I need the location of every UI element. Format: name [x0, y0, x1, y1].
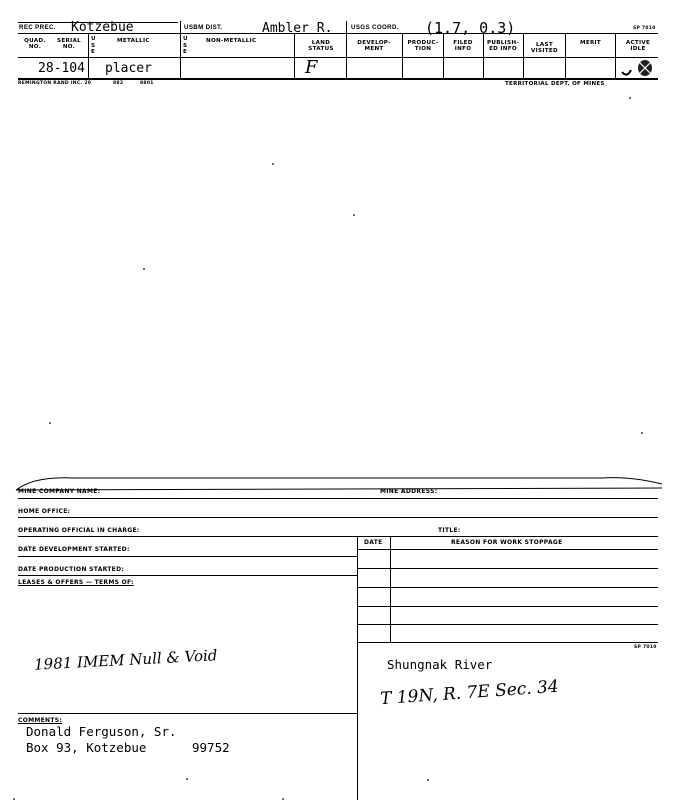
speck	[186, 778, 188, 780]
form-rule	[18, 713, 357, 714]
location-handwritten: T 19N, R. 7E Sec. 34	[379, 676, 560, 710]
table-divider-left	[357, 536, 358, 800]
speck	[629, 97, 631, 99]
comments-label: COMMENTS:	[18, 717, 63, 724]
form-rule	[18, 556, 357, 557]
divider	[402, 33, 403, 78]
table-rule	[357, 606, 658, 607]
usgs-coord-label: USGS COORD.	[351, 24, 399, 31]
date-col-label: DATE	[364, 539, 383, 546]
printer-code-2: 8801	[140, 81, 154, 86]
leases-handwritten: 1981 IMEM Null & Void	[33, 646, 218, 674]
speck	[49, 422, 51, 424]
leases-label: LEASES & OFFERS — TERMS OF:	[18, 579, 134, 586]
operating-official-label: OPERATING OFFICIAL IN CHARGE:	[18, 527, 140, 534]
speck	[272, 163, 274, 165]
table-rule	[357, 587, 658, 588]
date-development-label: DATE DEVELOPMENT STARTED:	[18, 546, 130, 553]
printer-line: REMINGTON RAND INC. 20	[18, 81, 92, 86]
col-merit: MERIT	[579, 40, 602, 46]
comments-zip: 99752	[192, 740, 230, 755]
col-last-visited: LAST VISITED	[531, 42, 558, 54]
col-nonmetallic: NON-METALLIC	[206, 38, 257, 44]
title-label: TITLE:	[438, 527, 461, 534]
col-use-metallic: U S E	[91, 36, 96, 55]
divider	[523, 33, 524, 78]
divider	[615, 33, 616, 78]
speck	[143, 268, 145, 270]
col-published-info: PUBLISH-ED INFO	[487, 40, 519, 52]
mine-address-label: MINE ADDRESS:	[380, 488, 438, 495]
location-typed: Shungnak River	[387, 657, 493, 672]
table-rule	[357, 568, 658, 569]
form-rule	[18, 536, 658, 537]
table-divider-date	[390, 536, 391, 642]
metallic-value: placer	[105, 61, 152, 76]
speck	[13, 798, 15, 800]
header-rule-bottom	[18, 78, 658, 80]
table-rule	[357, 549, 658, 550]
table-rule	[357, 624, 658, 625]
printer-code-1: 882	[113, 81, 124, 86]
speck	[282, 798, 284, 800]
mine-company-name-label: MINE COMPANY NAME:	[18, 488, 101, 495]
divider	[294, 33, 295, 78]
col-use-nonmetallic: U S E	[183, 36, 188, 55]
col-production: PRODUC-TION	[407, 40, 439, 52]
form-number-bottom: SP 7010	[634, 645, 657, 650]
divider	[180, 21, 181, 78]
table-rule	[357, 642, 658, 643]
speck	[427, 779, 429, 781]
form-top-edge	[14, 472, 664, 492]
usbm-dist-value: Ambler R.	[262, 21, 333, 36]
comments-line-2: Box 93, Kotzebue	[26, 740, 147, 755]
form-rule	[18, 517, 658, 518]
divider	[88, 33, 89, 78]
reason-col-label: REASON FOR WORK STOPPAGE	[451, 539, 563, 546]
land-status-value: F	[305, 57, 318, 78]
col-filed-info: FILED INFO	[453, 40, 473, 52]
col-development: DEVELOP-MENT	[357, 40, 391, 52]
rec-prec-value: Kotzebue	[71, 20, 134, 35]
divider	[483, 33, 484, 78]
divider	[565, 33, 566, 78]
date-production-label: DATE PRODUCTION STARTED:	[18, 566, 125, 573]
usbm-dist-label: USBM DIST.	[184, 24, 223, 31]
form-rule	[18, 575, 357, 576]
col-active-idle: ACTIVE IDLE	[625, 40, 651, 52]
usgs-coord-value: (1.7, 0.3)	[425, 19, 516, 37]
active-status-mark	[619, 58, 659, 80]
speck	[353, 214, 355, 216]
header-rule-mid	[18, 57, 658, 58]
col-metallic: METALLIC	[117, 38, 150, 44]
col-serial-no: SERIAL NO.	[57, 38, 81, 50]
quad-serial-value: 28-104	[38, 61, 85, 76]
speck	[641, 432, 643, 434]
col-quad-no: QUAD. NO.	[24, 38, 46, 50]
divider	[346, 21, 347, 78]
form-rule	[18, 498, 658, 499]
rec-prec-label: REC PREC.	[19, 24, 56, 31]
col-land-status: LAND STATUS	[308, 40, 334, 52]
home-office-label: HOME OFFICE:	[18, 508, 71, 515]
form-number-top: SP 7010	[633, 26, 656, 31]
comments-line-1: Donald Ferguson, Sr.	[26, 724, 177, 739]
divider	[443, 33, 444, 78]
department-name: TERRITORIAL DEPT. OF MINES	[505, 81, 605, 87]
